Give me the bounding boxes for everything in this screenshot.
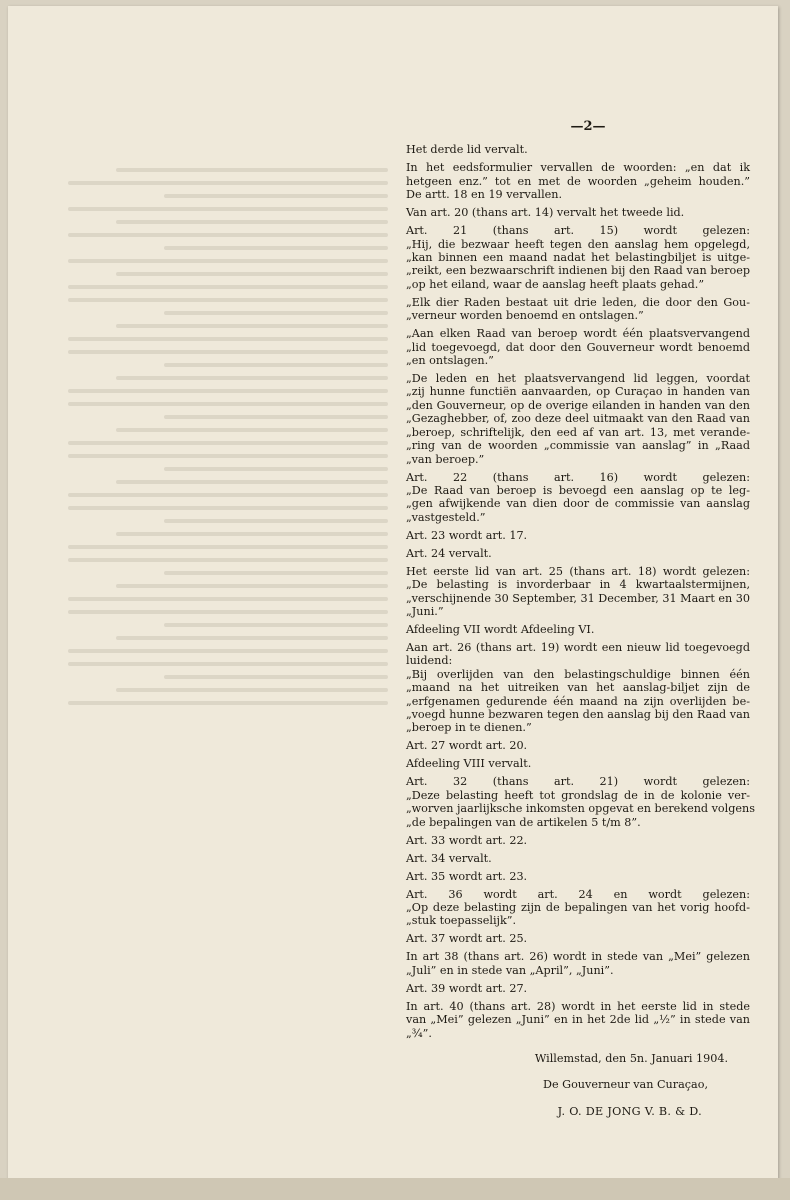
text-line: „erfgenamen gedurende één maand na zijn overlijden be- (406, 694, 750, 708)
paragraph (406, 471, 750, 525)
paragraph (406, 1000, 750, 1040)
text-line: „en ontslagen.” (406, 354, 494, 368)
paragraph (406, 950, 750, 977)
text-line: „De leden en het plaatsvervangend lid leggen, voordat (406, 372, 750, 386)
text-line: „Juli” en in stede van „April”, „Juni”. (406, 963, 614, 977)
text-line: „beroep in te dienen.” (406, 721, 532, 735)
text-line: Afdeeling VIII vervalt. (406, 757, 532, 771)
paragraph (406, 834, 750, 847)
text-line: Het eerste lid van art. 25 (thans art. 18) wordt gelezen: (406, 564, 750, 578)
text-line: Art. 33 wordt art. 22. (406, 833, 528, 847)
text-line: „De belasting is invorderbaar in 4 kwartaalstermijnen, (406, 578, 750, 592)
text-line: „op het eiland, waar de aanslag heeft plaats gehad.” (406, 277, 705, 291)
reverse-side-bleed-through (68, 111, 388, 1111)
paragraph (406, 206, 750, 219)
text-line: De artt. 18 en 19 vervallen. (406, 188, 563, 202)
page-number: —2— (570, 119, 606, 134)
paragraph (406, 372, 750, 466)
text-line: Art. 35 wordt art. 23. (406, 869, 528, 883)
text-line: Art. 22 (thans art. 16) wordt gelezen: (406, 470, 750, 484)
text-line: „Juni.” (406, 604, 444, 618)
text-line: „ring van de woorden „commissie van aanslag” in „Raad (406, 439, 750, 453)
text-line: „stuk toepasselijk”. (406, 914, 517, 928)
text-line: In het eedsformulier vervallen de woorden: „en dat ik (406, 161, 750, 175)
paragraph (406, 775, 755, 829)
text-line: „de bepalingen van de artikelen 5 t/m 8”. (406, 815, 641, 829)
text-line: Art. 24 vervalt. (406, 546, 492, 560)
paragraph (406, 982, 750, 995)
text-line: van „Mei” gelezen „Juni” en in het 2de lid „½” in stede van (406, 1013, 750, 1027)
text-line: Art. 27 wordt art. 20. (406, 739, 528, 753)
text-line: „De Raad van beroep is bevoegd een aanslag op te leg- (406, 483, 750, 497)
amendment-paragraphs (406, 143, 755, 1040)
text-line: Art. 21 (thans art. 15) wordt gelezen: (406, 224, 750, 238)
text-line: „lid toegevoegd, dat door den Gouverneur wordt benoemd (406, 340, 750, 354)
paragraph (406, 296, 750, 323)
text-line: Art. 36 wordt art. 24 en wordt gelezen: (406, 887, 750, 901)
text-line: Art. 39 wordt art. 27. (406, 981, 528, 995)
text-line: „maand na het uitreiken van het aanslag-biljet zijn de (406, 681, 750, 695)
text-line: In art 38 (thans art. 26) wordt in stede van „Mei” gelezen (406, 950, 750, 964)
paragraph (406, 641, 750, 735)
text-line: „Gezaghebber, of, zoo deze deel uitmaakt van den Raad van (406, 412, 750, 426)
paragraph (406, 739, 750, 752)
paragraph (406, 852, 750, 865)
text-line: Art. 23 wordt art. 17. (406, 528, 528, 542)
text-line: „verneur worden benoemd en ontslagen.” (406, 309, 644, 323)
text-line: Art. 37 wordt art. 25. (406, 932, 528, 946)
text-line: „Hij, die bezwaar heeft tegen den aanslag hem opgelegd, (406, 237, 750, 251)
document-page (8, 6, 778, 1190)
text-column (406, 119, 755, 1131)
text-line: Van art. 20 (thans art. 14) vervalt het tweede lid. (406, 206, 685, 220)
text-line: luidend: (406, 654, 453, 668)
text-line: „¾”. (406, 1026, 432, 1040)
text-line: „Aan elken Raad van beroep wordt één plaatsvervangend (406, 327, 750, 341)
text-line: „reikt, een bezwaarschrift indienen bij den Raad van beroep (406, 264, 750, 278)
text-line: „worven jaarlijksche inkomsten opgevat en berekend volgens (406, 802, 755, 816)
paragraph (406, 565, 750, 619)
paragraph (406, 888, 750, 928)
text-line: „van beroep.” (406, 452, 485, 466)
paragraph (406, 327, 750, 367)
text-line: „verschijnende 30 September, 31 December, 31 Maart en 30 (406, 591, 750, 605)
text-line: Aan art. 26 (thans art. 19) wordt een nieuw lid toegevoegd (406, 640, 750, 654)
page-edge (0, 1178, 790, 1200)
text-line: „voegd hunne bezwaren tegen den aanslag bij den Raad van (406, 707, 750, 721)
text-line: „zij hunne functiën aanvaarden, op Curaçao in handen van (406, 385, 750, 399)
text-line: „den Gouverneur, op de overige eilanden in handen van den (406, 398, 750, 412)
text-line: „Elk dier Raden bestaat uit drie leden, die door den Gou- (406, 295, 750, 309)
place-date: Willemstad, den 5n. Januari 1904. (534, 1052, 728, 1066)
signature-block (406, 1052, 750, 1118)
text-line: „beroep, schriftelijk, den eed af van art. 13, met verande- (406, 425, 750, 439)
paragraph (406, 529, 750, 542)
text-line: „Deze belasting heeft tot grondslag de in de kolonie ver- (406, 788, 750, 802)
text-line: „Bij overlijden van den belastingschuldige binnen één (406, 667, 750, 681)
paragraph (406, 757, 750, 770)
text-line: „gen afwijkende van dien door de commissie van aanslag (406, 497, 750, 511)
text-line: „Op deze belasting zijn de bepalingen van het vorig hoofd- (406, 901, 750, 914)
text-line: Art. 34 vervalt. (406, 851, 492, 865)
text-line: Afdeeling VII wordt Afdeeling VI. (406, 622, 595, 636)
paragraph (406, 547, 750, 560)
paragraph (406, 623, 750, 636)
paragraph (406, 161, 750, 201)
text-line: „kan binnen een maand nadat het belastingbiljet is uitge- (406, 251, 750, 265)
signatory-title: De Gouverneur van Curaçao, (542, 1078, 708, 1092)
text-line: „vastgesteld.” (406, 510, 486, 524)
text-line: Het derde lid vervalt. (406, 143, 528, 157)
paragraph (406, 870, 750, 883)
text-line: hetgeen enz.” tot en met de woorden „geheim houden.” (406, 174, 750, 188)
paragraph (406, 932, 750, 945)
paragraph (406, 143, 750, 156)
text-line: In art. 40 (thans art. 28) wordt in het eerste lid in stede (406, 999, 750, 1013)
paragraph (406, 224, 750, 291)
text-line: Art. 32 (thans art. 21) wordt gelezen: (406, 775, 750, 789)
signatory-name: J. O. DE JONG V. B. & D. (557, 1104, 702, 1118)
